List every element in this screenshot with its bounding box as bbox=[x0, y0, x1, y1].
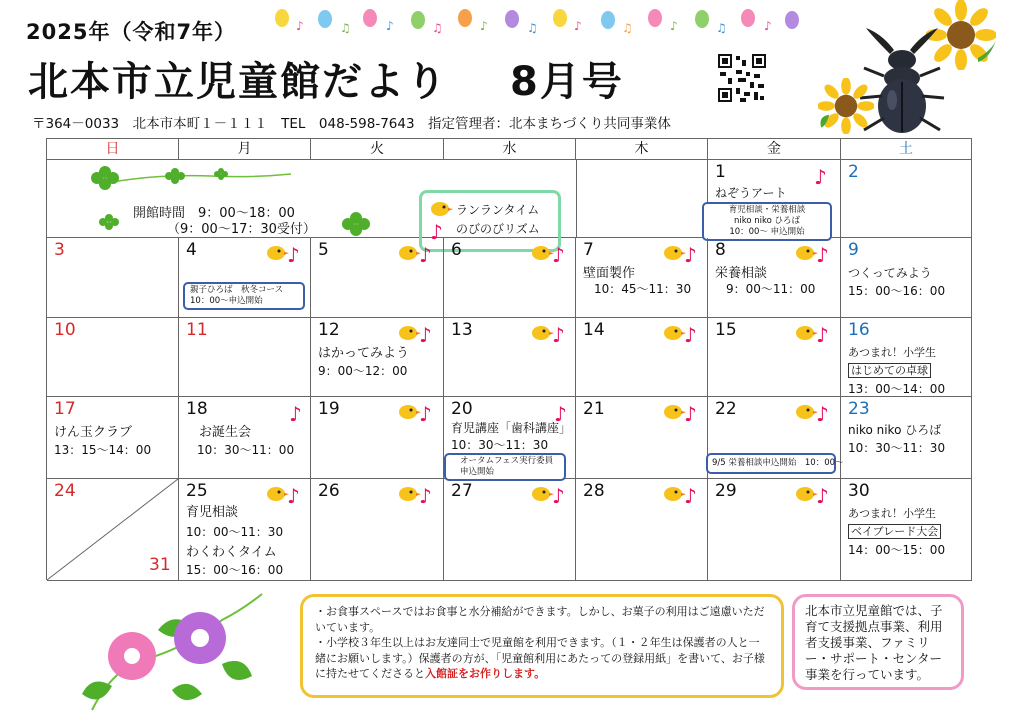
day-cell-11 bbox=[179, 318, 311, 397]
day-cell-19 bbox=[311, 397, 444, 479]
day-cell-13 bbox=[444, 318, 576, 397]
day-number: 11 bbox=[186, 320, 208, 340]
svg-text:♪: ♪ bbox=[430, 220, 443, 243]
event-time: 13：15～14：00 bbox=[54, 443, 152, 457]
sunflower-icon bbox=[818, 78, 874, 134]
opening-hours-line2: （9：00～17：30受付） bbox=[167, 222, 316, 237]
day-cell-25 bbox=[179, 479, 311, 581]
event-title: 育児相談 bbox=[186, 505, 239, 520]
event-title: あつまれ！小学生 bbox=[848, 507, 936, 520]
bird-note-icon bbox=[530, 481, 570, 505]
bird-note-icon bbox=[397, 320, 437, 344]
day-cell-16 bbox=[841, 318, 972, 397]
bird-note-icon bbox=[662, 481, 702, 505]
event-time: 10：30～11：30 bbox=[848, 441, 946, 455]
event-title: はかってみよう bbox=[318, 346, 410, 361]
event-time: 10：30～11：00 bbox=[197, 443, 295, 457]
day-cell-24-31 bbox=[47, 479, 179, 581]
music-note-icon bbox=[814, 164, 832, 186]
svg-text:♪: ♪ bbox=[296, 19, 304, 33]
day-cell-8 bbox=[708, 238, 841, 318]
year-line: 2025年（令和7年） bbox=[26, 20, 237, 44]
day-cell-5 bbox=[311, 238, 444, 318]
weekday-thu: 木 bbox=[576, 139, 708, 160]
notice-box bbox=[706, 453, 844, 474]
bird-note-icon bbox=[397, 240, 437, 264]
day-number: 3 bbox=[54, 240, 65, 260]
day-cell-17 bbox=[47, 397, 179, 479]
notice-warning: 入館証をお作りします。 bbox=[425, 667, 546, 680]
day-cell-1 bbox=[708, 160, 841, 238]
bird-note-icon bbox=[428, 199, 454, 243]
notice-line: 10：00～ 申込開始 bbox=[729, 227, 805, 237]
bird-note-icon bbox=[662, 399, 702, 423]
day-number: 7 bbox=[583, 240, 594, 260]
event-time: 15：00～16：00 bbox=[186, 563, 284, 577]
event-title: 栄養相談 bbox=[715, 266, 768, 281]
day-cell-7 bbox=[576, 238, 708, 318]
svg-text:♪: ♪ bbox=[287, 484, 300, 505]
svg-text:♪: ♪ bbox=[816, 402, 829, 423]
svg-text:♪: ♪ bbox=[419, 243, 432, 264]
day-number: 14 bbox=[583, 320, 605, 340]
svg-text:♪: ♪ bbox=[419, 323, 432, 344]
day-cell-29 bbox=[708, 479, 841, 581]
day-number: 2 bbox=[848, 162, 859, 182]
day-cell-28 bbox=[576, 479, 708, 581]
bird-note-icon bbox=[662, 240, 702, 264]
svg-text:♪: ♪ bbox=[764, 19, 772, 33]
day-number: 24 bbox=[54, 481, 76, 501]
event-title: けん玉クラブ bbox=[54, 425, 133, 440]
day-cell-6 bbox=[444, 238, 576, 318]
svg-text:♪: ♪ bbox=[552, 323, 565, 344]
day-number: 9 bbox=[848, 240, 859, 260]
bird-note-icon bbox=[794, 399, 834, 423]
day-number: 17 bbox=[54, 399, 76, 419]
event-time: 14：00～15：00 bbox=[848, 543, 946, 557]
day-cell-12 bbox=[311, 318, 444, 397]
svg-text:♪: ♪ bbox=[289, 402, 302, 423]
day-number: 16 bbox=[848, 320, 870, 340]
day-number: 12 bbox=[318, 320, 340, 340]
bird-note-icon bbox=[265, 481, 305, 505]
svg-text:♫: ♫ bbox=[716, 21, 727, 35]
balloons-illustration bbox=[270, 8, 810, 40]
issue-label: 8月号 bbox=[510, 59, 624, 105]
weekday-wed: 水 bbox=[444, 139, 576, 160]
day-number: 10 bbox=[54, 320, 76, 340]
svg-text:♪: ♪ bbox=[684, 323, 697, 344]
notice-line: 育児相談・栄養相談 bbox=[728, 205, 806, 215]
day-number: 29 bbox=[715, 481, 737, 501]
svg-text:♪: ♪ bbox=[552, 484, 565, 505]
morning-glory-icon bbox=[72, 590, 272, 718]
address-line: 〒364－0033 北本市本町１－１１１ TEL 048-598-7643 指定管理者：北本まちづくり共同事業体 bbox=[32, 116, 671, 132]
svg-text:♪: ♪ bbox=[816, 323, 829, 344]
day-number: 8 bbox=[715, 240, 726, 260]
svg-text:♫: ♫ bbox=[527, 21, 538, 35]
day-cell-4 bbox=[179, 238, 311, 318]
svg-text:♪: ♪ bbox=[816, 243, 829, 264]
notice-line: 10：00～申込開始 bbox=[190, 296, 263, 306]
svg-text:♪: ♪ bbox=[816, 484, 829, 505]
day-cell-21 bbox=[576, 397, 708, 479]
svg-text:♫: ♫ bbox=[622, 21, 633, 35]
weekday-fri: 金 bbox=[708, 139, 841, 160]
svg-text:♪: ♪ bbox=[552, 243, 565, 264]
svg-text:♪: ♪ bbox=[670, 19, 678, 33]
bird-note-icon bbox=[530, 240, 570, 264]
day-cell-3 bbox=[47, 238, 179, 318]
day-number: 19 bbox=[318, 399, 340, 419]
day-cell-2 bbox=[841, 160, 972, 238]
day-number: 15 bbox=[715, 320, 737, 340]
day-cell-20 bbox=[444, 397, 576, 479]
bird-note-icon bbox=[397, 399, 437, 423]
ranran-line1: ランランタイム bbox=[456, 203, 540, 217]
event-title: わくわくタイム bbox=[186, 545, 277, 560]
day-cell-23 bbox=[841, 397, 972, 479]
svg-text:♪: ♪ bbox=[386, 19, 394, 33]
bird-note-icon bbox=[794, 240, 834, 264]
day-number: 28 bbox=[583, 481, 605, 501]
ranran-line2: のびのびリズム bbox=[456, 222, 540, 236]
day-number: 26 bbox=[318, 481, 340, 501]
notice-food: ・お食事スペースではお食事と水分補給ができます。しかし、お菓子の利用はご遠慮いただいています。 bbox=[315, 605, 765, 634]
day-number: 21 bbox=[583, 399, 605, 419]
svg-text:♪: ♪ bbox=[814, 165, 827, 186]
notice-elementary-text: ・小学校３年生以上はお友達同士で児童館を利用できます。（１・２年生は保護者の人と一緒にお願いします。）保護者の方が、「児童館利用にあたっての登録用紙」を書いて、お子様に持たせてくださると bbox=[315, 636, 765, 680]
bird-note-icon bbox=[794, 320, 834, 344]
svg-text:♪: ♪ bbox=[684, 243, 697, 264]
event-title: ねぞうアート bbox=[715, 186, 787, 200]
music-note-icon bbox=[289, 399, 307, 423]
day-number: 18 bbox=[186, 399, 208, 419]
bird-note-icon bbox=[265, 240, 305, 264]
notice-line: 9/5 栄養相談申込開始 10：00～ bbox=[712, 458, 844, 468]
svg-text:♪: ♪ bbox=[287, 243, 300, 264]
day-number: 1 bbox=[715, 162, 726, 182]
weekday-sat: 土 bbox=[841, 139, 972, 160]
info-area bbox=[47, 160, 576, 243]
event-title: つくってみよう bbox=[848, 266, 932, 280]
day-number: 31 bbox=[149, 555, 171, 575]
day-number: 20 bbox=[451, 399, 473, 419]
bird-note-icon bbox=[662, 320, 702, 344]
day-cell-empty bbox=[576, 160, 708, 238]
weekday-mon: 月 bbox=[179, 139, 311, 160]
event-title: niko niko ひろば bbox=[848, 423, 942, 437]
notice-yellow bbox=[300, 594, 784, 698]
day-number: 6 bbox=[451, 240, 462, 260]
notice-elementary bbox=[315, 635, 769, 682]
weekday-tue: 火 bbox=[311, 139, 444, 160]
day-cell-27 bbox=[444, 479, 576, 581]
notice-line: 親子ひろば 秋冬コース bbox=[190, 285, 284, 295]
day-cell-30 bbox=[841, 479, 972, 581]
event-subtitle bbox=[848, 523, 941, 539]
svg-text:♪: ♪ bbox=[419, 484, 432, 505]
svg-text:♫: ♫ bbox=[432, 21, 443, 35]
event-title: お誕生会 bbox=[199, 425, 252, 440]
svg-text:♪: ♪ bbox=[684, 402, 697, 423]
notice-line: オータムフェス実行委員 bbox=[460, 456, 554, 466]
svg-text:♪: ♪ bbox=[419, 402, 432, 423]
opening-hours-line1: 開館時間 9：00～18：00 bbox=[133, 206, 295, 221]
day-number: 30 bbox=[848, 481, 870, 501]
day-cell-10 bbox=[47, 318, 179, 397]
event-subtitle bbox=[848, 362, 931, 378]
clover-icon bbox=[339, 212, 373, 238]
bird-note-icon bbox=[397, 481, 437, 505]
qr-code-icon bbox=[718, 54, 766, 102]
event-title: 育児講座「歯科講座」 bbox=[451, 421, 572, 435]
event-boxed-label: はじめての卓球 bbox=[848, 363, 931, 378]
event-time: 13：00～14：00 bbox=[848, 382, 946, 396]
event-time: 9：00～12：00 bbox=[318, 364, 408, 378]
event-time: 10：30～11：30 bbox=[451, 438, 549, 452]
notice-pink: 北本市立児童館では、子育て支援拠点事業、利用者支援事業、ファミリー・サポート・センター事業を行っています。 bbox=[792, 594, 964, 690]
notice-box bbox=[702, 202, 832, 241]
bird-note-icon bbox=[794, 481, 834, 505]
day-number: 25 bbox=[186, 481, 208, 501]
notice-box bbox=[183, 282, 305, 310]
svg-text:♫: ♫ bbox=[340, 21, 351, 35]
day-cell-22 bbox=[708, 397, 844, 479]
day-number: 23 bbox=[848, 399, 870, 419]
day-number: 13 bbox=[451, 320, 473, 340]
day-number: 5 bbox=[318, 240, 329, 260]
svg-text:♪: ♪ bbox=[574, 19, 582, 33]
notice-box bbox=[444, 453, 566, 481]
notice-line: 申込開始 bbox=[460, 467, 495, 477]
event-time: 15：00～16：00 bbox=[848, 284, 946, 298]
svg-text:♪: ♪ bbox=[480, 19, 488, 33]
day-number: 22 bbox=[715, 399, 737, 419]
event-boxed-label: ベイブレード大会 bbox=[848, 524, 941, 539]
day-number: 27 bbox=[451, 481, 473, 501]
day-cell-14 bbox=[576, 318, 708, 397]
event-title: 壁面製作 bbox=[583, 266, 636, 281]
day-cell-26 bbox=[311, 479, 444, 581]
bird-note-icon bbox=[530, 320, 570, 344]
event-title: あつまれ！小学生 bbox=[848, 346, 936, 359]
day-number: 4 bbox=[186, 240, 197, 260]
calendar bbox=[46, 138, 972, 580]
event-time: 10：45～11：30 bbox=[594, 282, 692, 296]
event-time: 10：00～11：30 bbox=[186, 525, 284, 539]
svg-text:♪: ♪ bbox=[554, 402, 567, 423]
day-cell-18 bbox=[179, 397, 311, 479]
opening-hours bbox=[133, 206, 316, 238]
day-cell-15 bbox=[708, 318, 841, 397]
page-title: 北本市立児童館だより bbox=[28, 59, 448, 105]
svg-text:♪: ♪ bbox=[684, 484, 697, 505]
notice-line: niko niko ひろば bbox=[733, 216, 801, 226]
event-time: 9：00～11：00 bbox=[726, 282, 816, 296]
day-cell-9 bbox=[841, 238, 972, 318]
weekday-sun: 日 bbox=[47, 139, 179, 160]
